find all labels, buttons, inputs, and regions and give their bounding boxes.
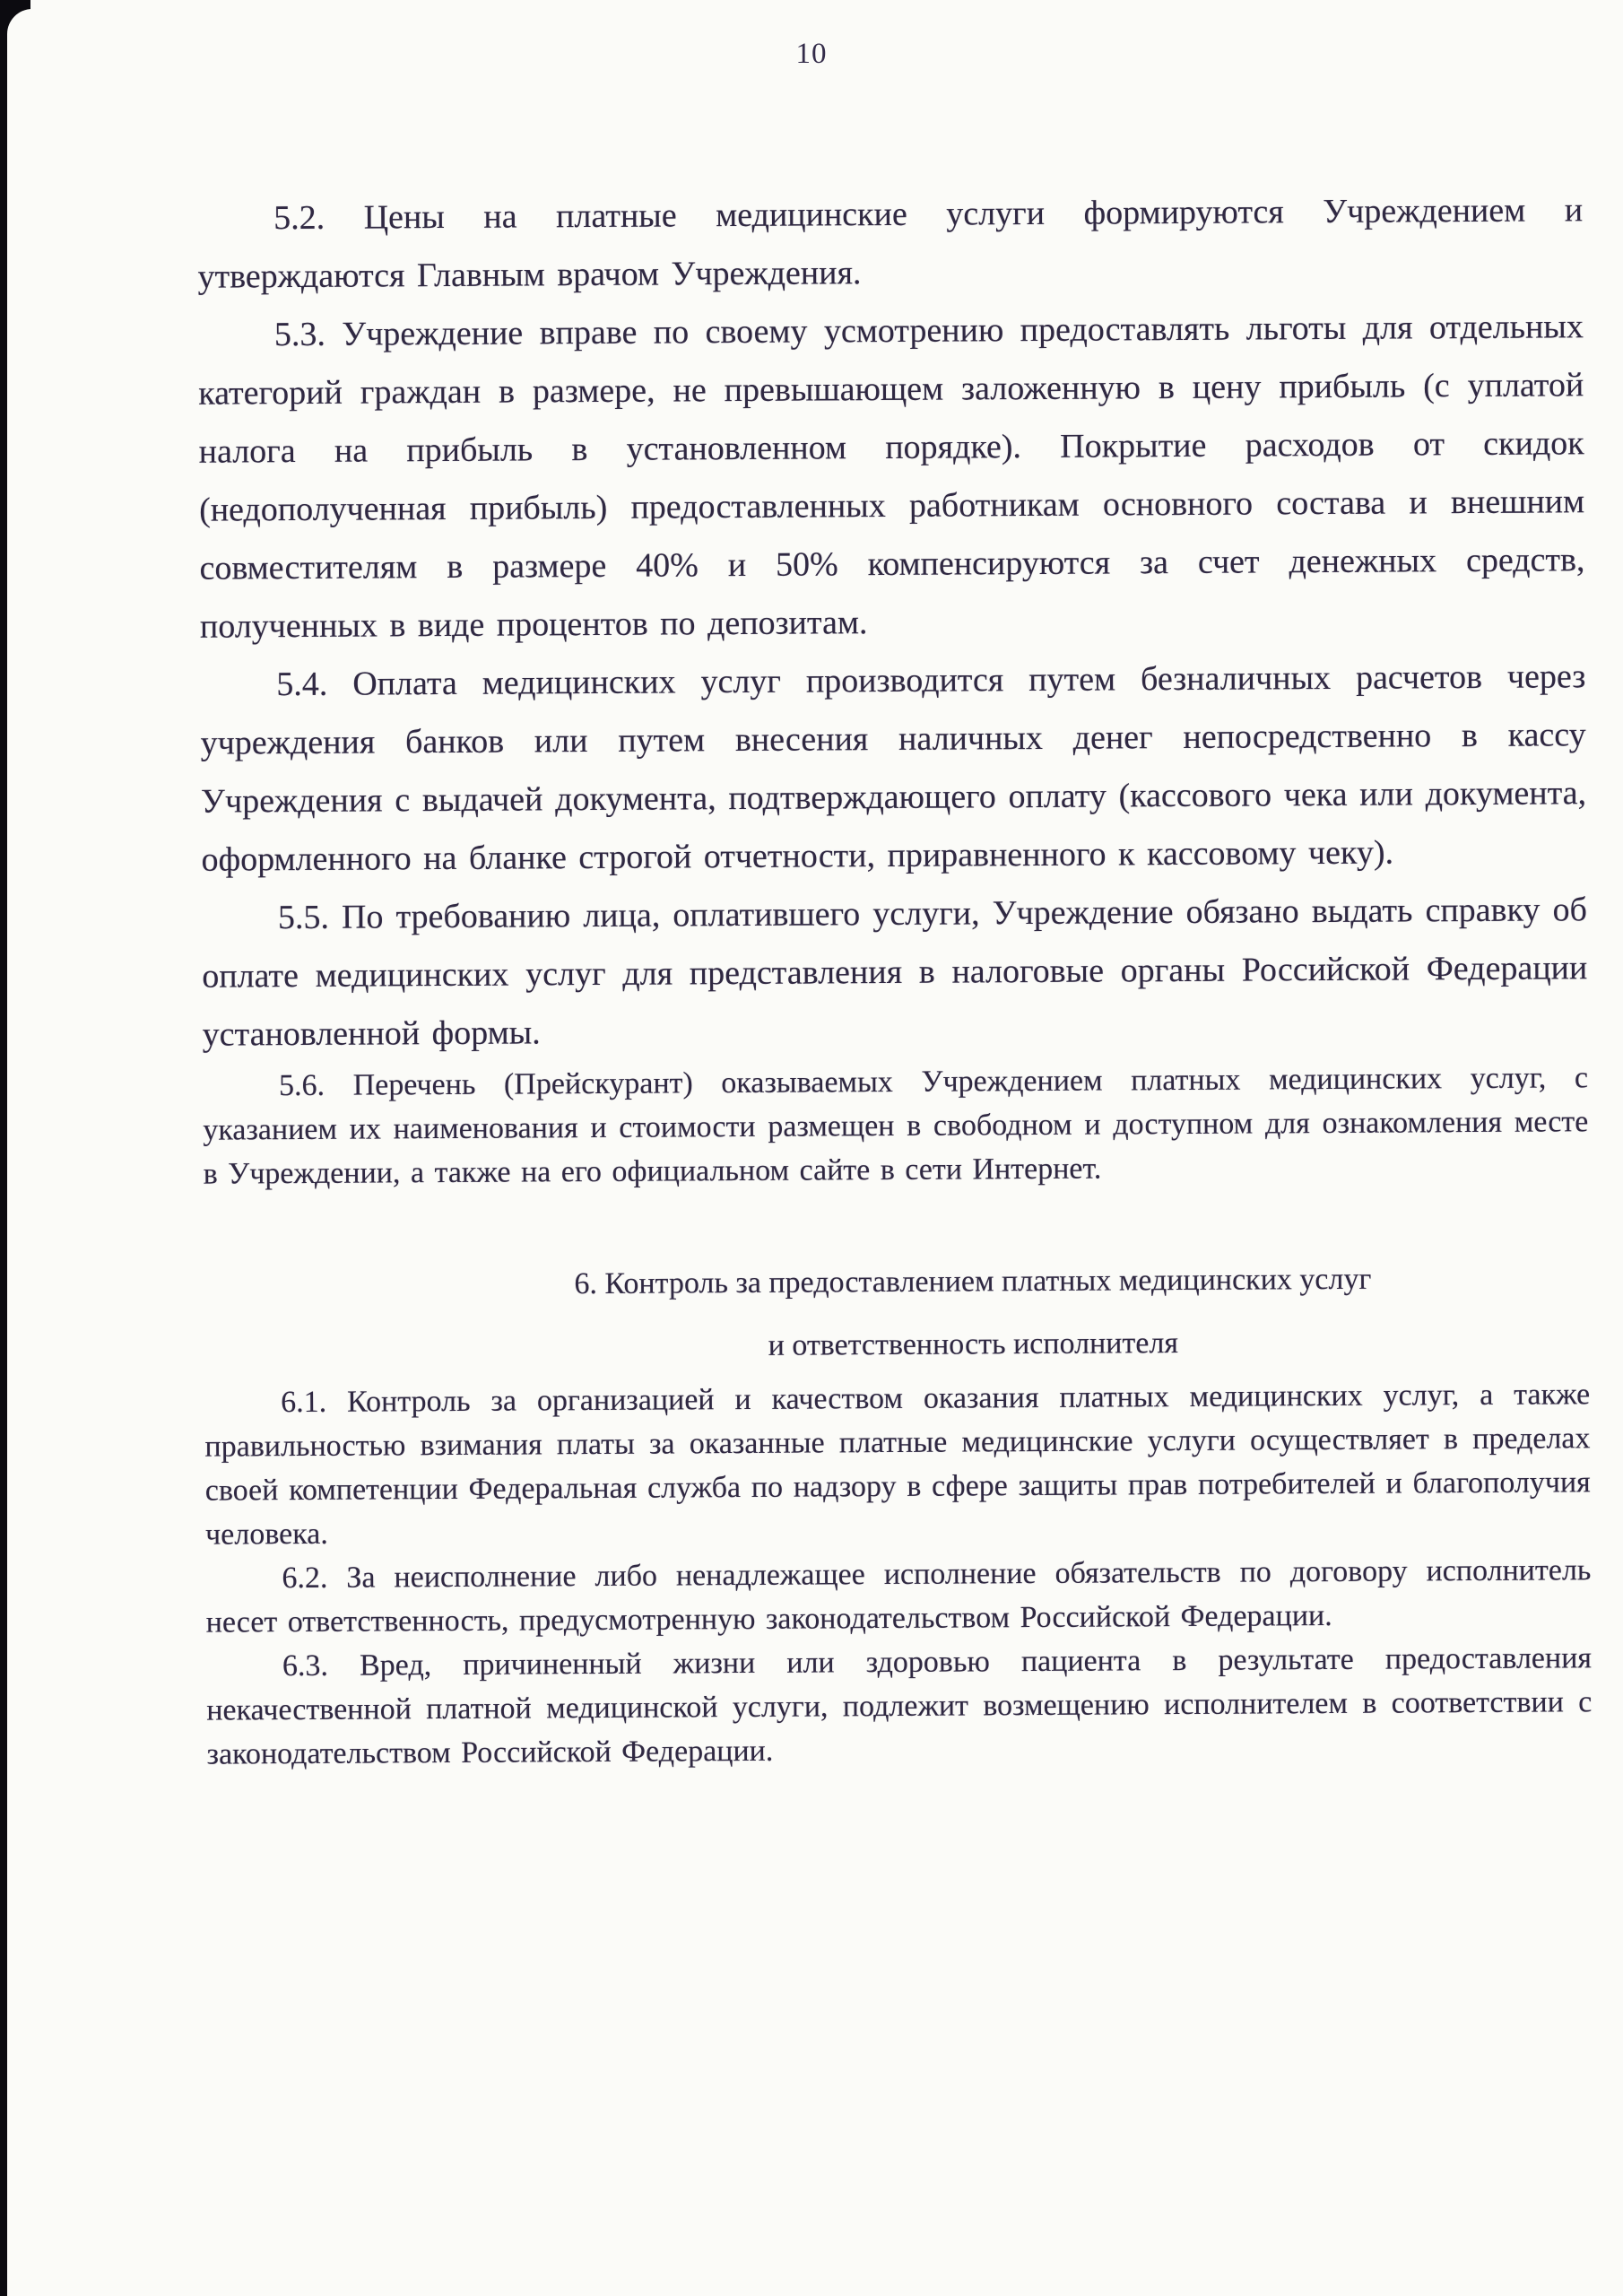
paragraph-6-3: 6.3. Вред, причиненный жизни или здоровью пациента в результате предоставления некачественной платной медицинской услуги, подлежит возмещению исполнителем в соответствии с законодательством Российской Федерации. — [206, 1641, 1593, 1771]
paragraph-6-1: 6.1. Контроль за организацией и качеством оказания платных медицинских услуг, а также правильностью взимания платы за оказанные платные медицинские услуги осуществляет в пределах своей компетенции Федеральная служба по надзору в сфере защиты прав потребителей и благополучия человека. — [204, 1378, 1591, 1552]
paragraph-5-3: 5.3. Учреждение вправе по своему усмотрению предоставлять льготы для отдельных категорий граждан в размере, не превышающем заложенную в цену прибыль (с уплатой налога на прибыль в установленном порядке). Покрытие расходов от скидок (недополученная прибыль) предоставленных работникам основного состава и внешним совместителям в размере 40% и 50% компенсируются за счет денежных средств, полученных в виде процентов по депозитам. — [198, 308, 1585, 646]
section-6-heading — [204, 1247, 1590, 1380]
section-6-heading-line1: 6. Контроль за предоставлением платных медицинских услуг — [574, 1262, 1372, 1301]
scan-left-edge-artifact — [0, 0, 7, 2296]
paragraph-6-2: 6.2. За неисполнение либо ненадлежащее исполнение обязательств по договору исполнитель несет ответственность, предусмотренную законодательством Российской Федерации. — [205, 1553, 1592, 1639]
paragraph-5-4: 5.4. Оплата медицинских услуг производится путем безналичных расчетов через учреждения банков или путем внесения наличных денег непосредственно в кассу Учреждения с выдачей документа, подтверждающего оплату (кассового чека или документа, оформленного на бланке строгой отчетности, приравненного к кассовому чеку). — [200, 657, 1587, 879]
document-content — [196, 0, 1593, 1777]
paragraph-5-5: 5.5. По требованию лица, оплатившего услуги, Учреждение обязано выдать справку об оплате медицинских услуг для представления в налоговые органы Российской Федерации установленной формы. — [202, 891, 1588, 1054]
paragraph-5-2: 5.2. Цены на платные медицинские услуги формируются Учреждением и утверждаются Главным врачом Учреждения. — [197, 191, 1584, 296]
page-number: 10 — [795, 38, 828, 70]
section-6-heading-line2: и ответственность исполнителя — [768, 1326, 1179, 1362]
document-text-flow — [196, 0, 1593, 1777]
paragraph-5-6: 5.6. Перечень (Прейскурант) оказываемых Учреждением платных медицинских услуг, с указанием их наименования и стоимости размещен в свободном и доступном для ознакомления месте в Учреждении, а также на его официальном сайте в сети Интернет. — [203, 1061, 1589, 1191]
